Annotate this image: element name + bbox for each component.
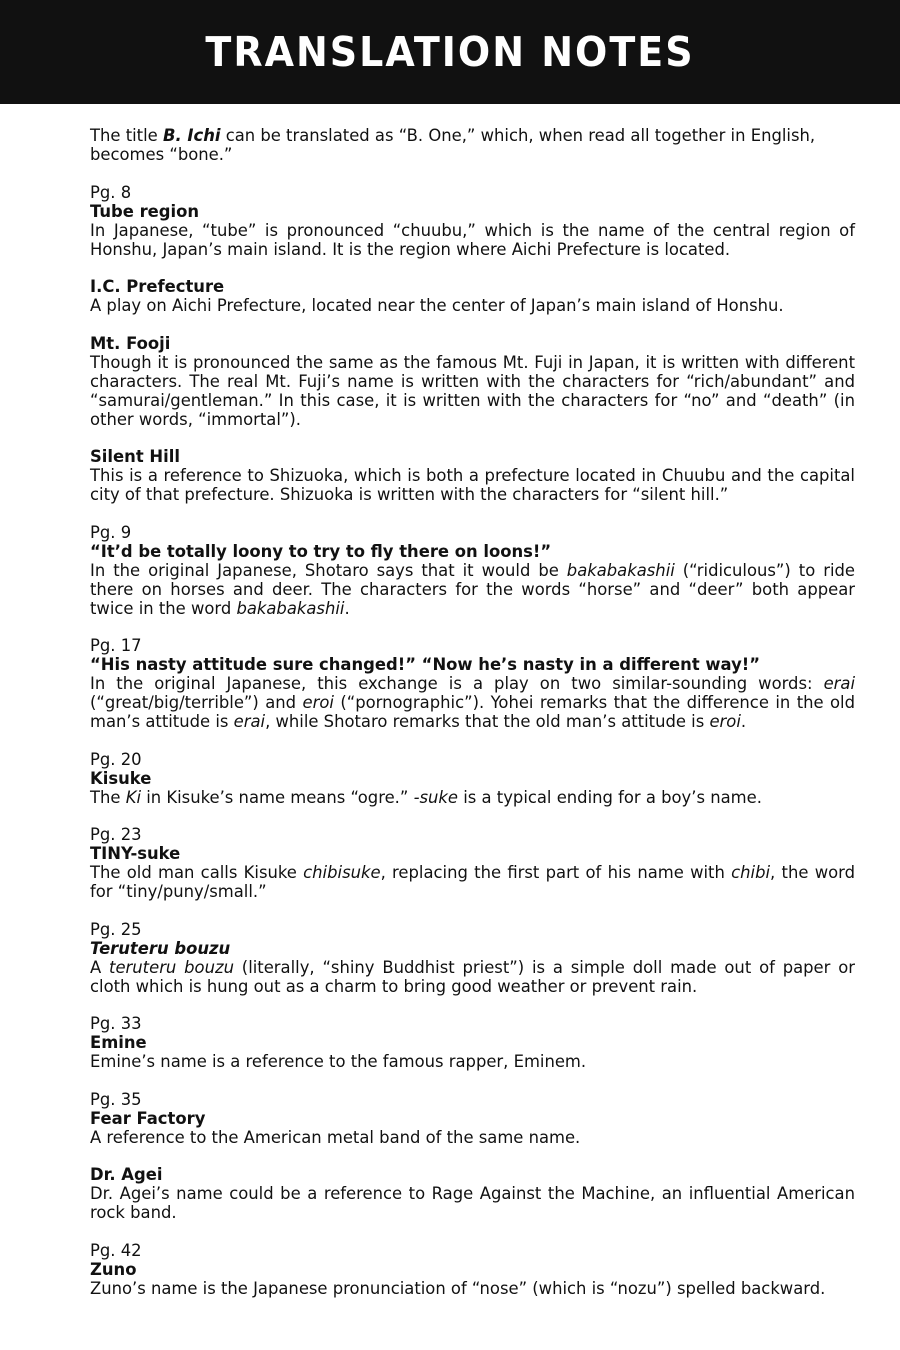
note-entry <box>90 183 855 259</box>
note-body <box>90 1279 855 1298</box>
note-body <box>90 353 855 429</box>
note-heading: “His nasty attitude sure changed!” “Now he’s nasty in a different way!” <box>90 655 760 674</box>
page-title: TRANSLATION NOTES <box>205 28 695 76</box>
page-reference: Pg. 17 <box>90 636 142 655</box>
title-bar <box>0 0 900 104</box>
intro-title-em: B. Ichi <box>162 126 221 145</box>
note-entry <box>90 920 855 996</box>
note-text: , replacing the first part of his name with <box>380 863 732 882</box>
italic-term: chibi <box>731 863 771 882</box>
note-entry <box>90 447 855 504</box>
intro-paragraph <box>90 126 855 164</box>
italic-term: teruteru bouzu <box>109 957 234 977</box>
note-text: . <box>740 712 747 731</box>
note-heading: TINY-suke <box>90 844 181 863</box>
italic-term: bakabakashii <box>236 598 345 618</box>
note-text: A play on Aichi Prefecture, located near the center of Japan’s main island of Honshu. <box>90 296 784 315</box>
page-reference: Pg. 20 <box>90 749 142 769</box>
note-text: The old man calls Kisuke <box>90 863 304 882</box>
italic-term: eroi <box>709 712 741 731</box>
note-entry <box>90 523 855 618</box>
note-text: Though it is pronounced the same as the famous Mt. Fuji in Japan, it is written with different characters. The real Mt. Fuji’s name is written with the characters for “rich/abundant” and “samurai/gentleman.” In this case, it is written with the characters for “no” and “death” (in other words, “immortal”). <box>90 352 855 429</box>
italic-term: chibisuke <box>303 863 381 882</box>
note-body <box>90 466 855 504</box>
note-text: A reference to the American metal band of the same name. <box>90 1127 581 1147</box>
note-body <box>90 221 855 259</box>
note-body <box>90 674 855 731</box>
note-entry <box>90 636 855 731</box>
note-text: Dr. Agei’s name could be a reference to Rage Against the Machine, an influential American rock band. <box>90 1184 855 1222</box>
note-body <box>90 561 855 618</box>
note-body <box>90 958 855 996</box>
note-heading: Fear Factory <box>90 1108 206 1128</box>
note-text: in Kisuke’s name means “ogre.” <box>141 787 414 807</box>
italic-term: erai <box>823 674 855 693</box>
page-reference: Pg. 42 <box>90 1240 142 1260</box>
italic-term: -suke <box>413 787 459 807</box>
italic-term: eroi <box>302 693 334 712</box>
page-reference: Pg. 23 <box>90 825 142 844</box>
note-heading: Teruteru bouzu <box>90 938 231 958</box>
page-reference: Pg. 8 <box>90 182 132 202</box>
intro-text-post: can be translated as “B. One,” which, when read all together in English, becomes “bone.” <box>90 126 816 164</box>
note-heading: Dr. Agei <box>90 1165 163 1184</box>
note-heading: Zuno <box>90 1259 137 1279</box>
notes-content <box>0 104 900 1298</box>
note-entry <box>90 1241 855 1298</box>
note-body <box>90 1184 855 1222</box>
note-body <box>90 296 855 315</box>
note-text: In the original Japanese, Shotaro says that it would be <box>90 560 567 580</box>
page-reference: Pg. 9 <box>90 522 132 542</box>
italic-term: erai <box>233 712 266 731</box>
note-entry <box>90 334 855 429</box>
note-text: A <box>90 957 110 977</box>
notes-list <box>90 183 855 1298</box>
note-heading: Mt. Fooji <box>90 333 171 353</box>
note-heading: Tube region <box>90 201 200 221</box>
note-heading: Emine <box>90 1033 147 1052</box>
note-text: Zuno’s name is the Japanese pronunciation of “nose” (which is “nozu”) spelled backward. <box>90 1278 826 1298</box>
intro-text-pre: The title <box>90 126 163 145</box>
note-body <box>90 788 855 807</box>
page-reference: Pg. 25 <box>90 919 142 939</box>
italic-term: Ki <box>125 787 142 807</box>
note-text: This is a reference to Shizuoka, which is both a prefecture located in Chuubu and the capital city of that prefecture. Shizuoka is written with the characters for “silent hill.” <box>90 466 855 504</box>
note-heading: Silent Hill <box>90 447 180 466</box>
note-entry <box>90 825 855 901</box>
note-text: (“pornographic”). Yohei remarks that the difference in the old man’s attitude is <box>90 693 856 731</box>
note-text: (literally, “shiny Buddhist priest”) is a simple doll made out of paper or cloth which is hung out as a charm to bring good weather or prevent rain. <box>90 957 855 996</box>
note-heading: “It’d be totally loony to try to fly there on loons!” <box>90 541 552 561</box>
note-text: , the word for “tiny/puny/small.” <box>90 863 855 901</box>
note-body <box>90 1128 855 1147</box>
note-text: In the original Japanese, this exchange is a play on two similar-sounding words: <box>90 674 824 693</box>
italic-term: bakabakashii <box>566 560 675 580</box>
note-text: . <box>344 598 350 618</box>
note-entry <box>90 1014 855 1071</box>
note-text: is a typical ending for a boy’s name. <box>458 787 762 807</box>
note-text: (“ridiculous”) to ride there on horses and deer. The characters for the words “horse” and “deer” both appear twice in the word <box>90 560 855 618</box>
note-text: The <box>90 787 126 807</box>
note-heading: I.C. Prefecture <box>90 277 225 296</box>
page-reference: Pg. 33 <box>90 1014 142 1033</box>
note-text: Emine’s name is a reference to the famous rapper, Eminem. <box>90 1052 587 1071</box>
note-entry <box>90 750 855 807</box>
note-entry <box>90 1165 855 1222</box>
note-heading: Kisuke <box>90 768 152 788</box>
note-text: , while Shotaro remarks that the old man’s attitude is <box>265 712 710 731</box>
note-body <box>90 1052 855 1071</box>
note-text: In Japanese, “tube” is pronounced “chuubu,” which is the name of the central region of Honshu, Japan’s main island. It is the region where Aichi Prefecture is located. <box>90 220 855 259</box>
page-reference: Pg. 35 <box>90 1089 142 1109</box>
note-entry <box>90 1090 855 1147</box>
note-text: (“great/big/terrible”) and <box>90 693 303 712</box>
note-body <box>90 863 855 901</box>
note-entry <box>90 277 855 315</box>
